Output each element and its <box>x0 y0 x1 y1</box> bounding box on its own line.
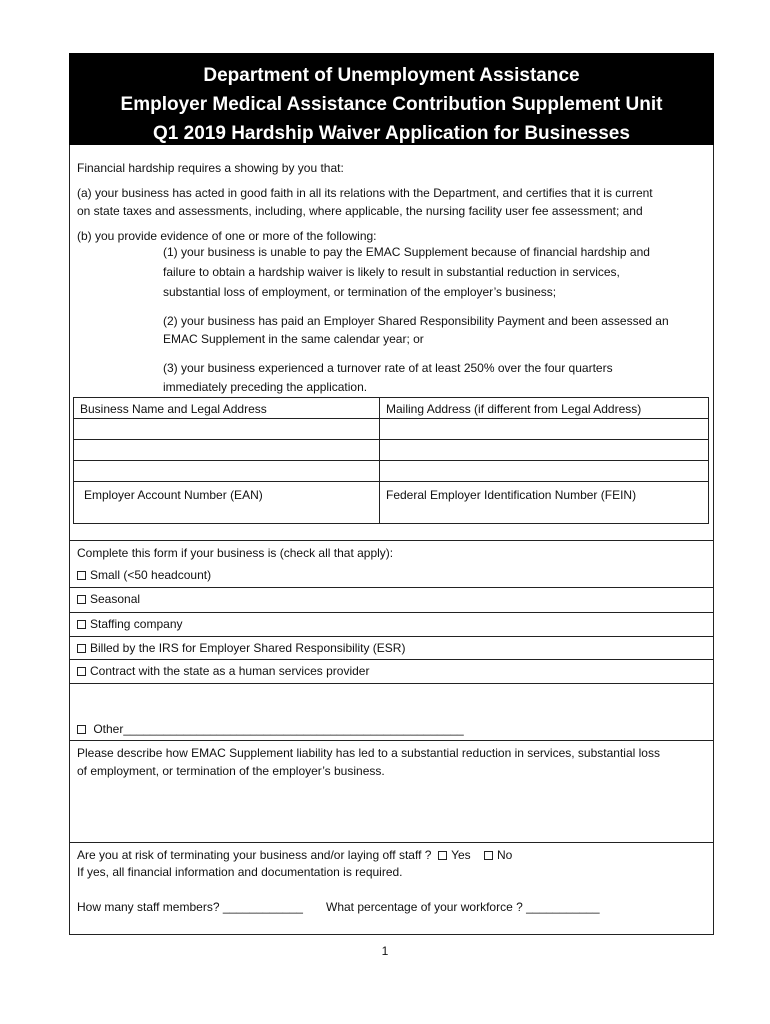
intro-item2b: EMAC Supplement in the same calendar year; or <box>163 332 424 346</box>
mailing-address-field-2[interactable] <box>379 439 709 461</box>
business-address-field-3[interactable] <box>73 460 380 482</box>
intro-item2a: (2) your business has paid an Employer Shared Responsibility Payment and been assessed an <box>163 314 669 328</box>
divider <box>69 540 714 541</box>
checkbox-small-row[interactable] <box>77 566 211 584</box>
no-checkbox[interactable] <box>484 851 493 860</box>
risk-question-row <box>77 846 512 864</box>
checkbox-staffing-row[interactable] <box>77 615 183 633</box>
small-label: Small (<50 headcount) <box>90 568 212 582</box>
workforce-percent-field[interactable]: What percentage of your workforce ? ___________ <box>326 900 600 914</box>
contract-label: Contract with the state as a human services provider <box>90 664 370 678</box>
mailing-address-field-1[interactable] <box>379 418 709 440</box>
other-label: Other___________________________________________________ <box>93 722 464 736</box>
intro-p3: (b) you provide evidence of one or more of the following: <box>77 229 377 243</box>
staffing-checkbox[interactable] <box>77 620 86 629</box>
header-department: Department of Unemployment Assistance <box>203 65 580 86</box>
divider <box>69 612 714 613</box>
seasonal-label: Seasonal <box>90 592 141 606</box>
checkbox-contract-row[interactable] <box>77 662 369 680</box>
fein-label: Federal Employer Identification Number (FEIN) <box>386 488 637 502</box>
divider <box>69 659 714 660</box>
intro-item3a: (3) your business experienced a turnover rate of at least 250% over the four quarters <box>163 361 613 375</box>
ean-field[interactable] <box>73 481 380 524</box>
page-number: 1 <box>381 944 389 958</box>
business-address-field-1[interactable] <box>73 418 380 440</box>
yes-checkbox[interactable] <box>438 851 447 860</box>
yes-label: Yes <box>451 848 471 862</box>
business-name-header-cell <box>73 397 380 419</box>
divider <box>69 587 714 588</box>
intro-item1b: failure to obtain a hardship waiver is likely to result in substantial reduction in services, <box>163 265 620 279</box>
divider <box>69 740 714 741</box>
header-unit: Employer Medical Assistance Contribution Supplement Unit <box>120 94 663 115</box>
checkbox-seasonal-row[interactable] <box>77 590 140 608</box>
intro-item1a: (1) your business is unable to pay the EMAC Supplement because of financial hardship and <box>163 245 650 259</box>
form-header <box>69 53 714 145</box>
intro-item1c: substantial loss of employment, or termination of the employer’s business; <box>163 285 557 299</box>
staffing-label: Staffing company <box>90 617 183 631</box>
irs-label: Billed by the IRS for Employer Shared Responsibility (ESR) <box>90 641 406 655</box>
describe-textarea[interactable] <box>73 782 709 840</box>
mailing-address-label: Mailing Address (if different from Legal Address) <box>386 402 642 416</box>
header-title: Q1 2019 Hardship Waiver Application for Businesses <box>153 123 630 144</box>
divider <box>69 636 714 637</box>
divider <box>69 842 714 843</box>
intro-p1: Financial hardship requires a showing by you that: <box>77 161 344 175</box>
mailing-address-header-cell <box>379 397 709 419</box>
contract-checkbox[interactable] <box>77 667 86 676</box>
intro-p2a: (a) your business has acted in good faith in all its relations with the Department, and certifies that it is current <box>77 186 653 200</box>
checkbox-irs-row[interactable] <box>77 639 405 657</box>
fein-field[interactable] <box>379 481 709 524</box>
risk-question: Are you at risk of terminating your business and/or laying off staff ? <box>77 848 432 862</box>
checkbox-other-row[interactable] <box>77 720 464 738</box>
business-name-label: Business Name and Legal Address <box>80 402 267 416</box>
describe-line2: of employment, or termination of the employer’s business. <box>77 764 385 778</box>
risk-note: If yes, all financial information and documentation is required. <box>77 865 403 879</box>
mailing-address-field-3[interactable] <box>379 460 709 482</box>
describe-line1: Please describe how EMAC Supplement liability has led to a substantial reduction in services, substantial loss <box>77 746 660 760</box>
no-label: No <box>497 848 513 862</box>
intro-p2b: on state taxes and assessments, including, where applicable, the nursing facility user fee assessment; and <box>77 204 643 218</box>
irs-checkbox[interactable] <box>77 644 86 653</box>
checklist-intro: Complete this form if your business is (check all that apply): <box>77 546 394 560</box>
business-address-field-2[interactable] <box>73 439 380 461</box>
small-checkbox[interactable] <box>77 571 86 580</box>
other-checkbox[interactable] <box>77 725 86 734</box>
ean-label: Employer Account Number (EAN) <box>84 488 263 502</box>
intro-item3b: immediately preceding the application. <box>163 380 368 394</box>
divider <box>69 683 714 684</box>
staff-count-field[interactable]: How many staff members? ____________ <box>77 900 303 914</box>
seasonal-checkbox[interactable] <box>77 595 86 604</box>
